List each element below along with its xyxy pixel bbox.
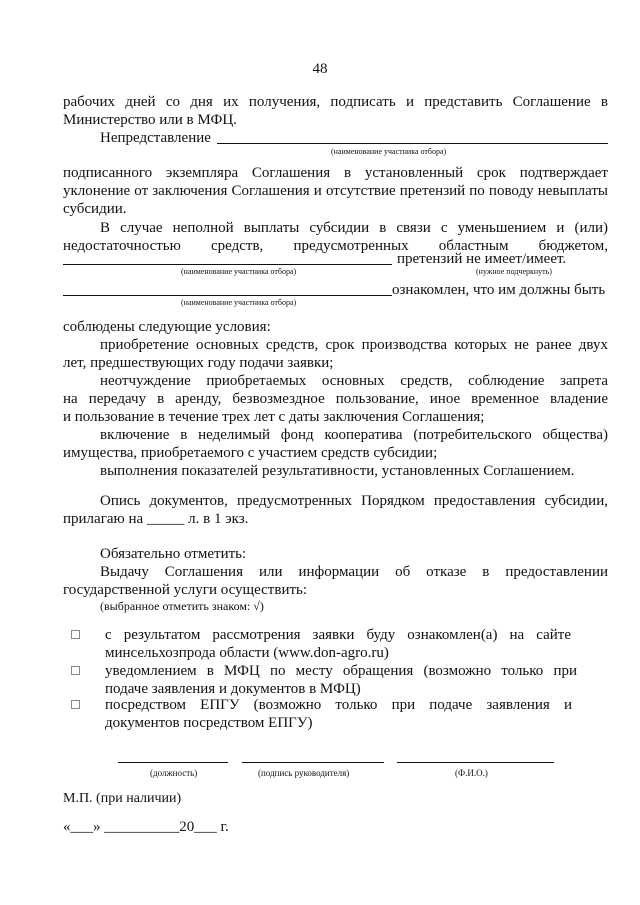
nonsubmit-line1: подписанного экземпляра Соглашения в установленный срок подтверждает	[63, 165, 608, 181]
option-mfc-line1: уведомлением в МФЦ по месту обращения (возможно только при	[105, 663, 577, 679]
nonsubmit-line2: уклонение от заключения Соглашения и отсутствие претензий по поводу невыплаты	[63, 183, 608, 199]
mark-hint: (выбранное отметить знаком: √)	[100, 599, 264, 613]
para1-line2: Министерство или в МФЦ.	[63, 112, 237, 128]
signature-caption: (подпись руководителя)	[258, 768, 350, 778]
option-site-line1: с результатом рассмотрения заявки буду ознакомлен(а) на сайте	[105, 627, 571, 643]
acquainted-text: ознакомлен, что им должны быть	[392, 282, 606, 298]
condition1-line2: лет, предшествующих году подачи заявки;	[63, 355, 334, 371]
participant-caption-3: (наименование участника отбора)	[181, 298, 297, 307]
page-number: 48	[312, 61, 328, 77]
nonsubmit-label: Непредставление	[100, 130, 211, 146]
nonsubmit-line3: субсидии.	[63, 201, 127, 217]
mark-line2: государственной услуги осуществить:	[63, 582, 308, 598]
conditions-intro: соблюдены следующие условия:	[63, 319, 271, 335]
participant-caption-2: (наименование участника отбора)	[181, 267, 297, 276]
signature-line[interactable]	[242, 762, 384, 763]
para1-line1: рабочих дней со дня их получения, подписать и представить Соглашение в	[63, 94, 608, 110]
option-mfc-line2: подаче заявления и документов в МФЦ)	[105, 681, 361, 697]
condition2-line2: на передачу в аренду, безвозмездное пользование, иное временное владение	[63, 391, 608, 407]
full-name-line[interactable]	[397, 762, 554, 763]
full-name-caption: (Ф.И.О.)	[455, 768, 488, 778]
partial-claims-text: претензий не имеет/имеет.	[397, 251, 567, 267]
condition4-line1: выполнения показателей результативности, установленных Соглашением.	[100, 463, 575, 479]
participant-name-line-1[interactable]	[217, 143, 608, 144]
partial-line2: недостаточностью средств, предусмотренных областным бюджетом,	[63, 238, 608, 254]
partial-line1: В случае неполной выплаты субсидии в связи с уменьшением и (или)	[100, 220, 608, 236]
participant-name-line-2[interactable]	[63, 264, 392, 265]
participant-name-line-3[interactable]	[63, 295, 392, 296]
mark-line1: Выдачу Соглашения или информации об отказе в предоставлении	[100, 564, 608, 580]
condition2-line1: неотчуждение приобретаемых основных средств, соблюдение запрета	[100, 373, 608, 389]
condition3-line1: включение в неделимый фонд кооператива (потребительского общества)	[100, 427, 608, 443]
inventory-line2: прилагаю на _____ л. в 1 экз.	[63, 511, 249, 527]
condition3-line2: имущества, приобретаемого с участием средств субсидии;	[63, 445, 438, 461]
option-epgu-line2: документов посредством ЕПГУ)	[105, 715, 313, 731]
option-site-checkbox[interactable]	[71, 630, 80, 639]
participant-caption-1: (наименование участника отбора)	[331, 147, 447, 156]
inventory-line1: Опись документов, предусмотренных Порядком предоставления субсидии,	[100, 493, 608, 509]
position-caption: (должность)	[150, 768, 198, 778]
date-line: «___» __________20___ г.	[63, 819, 229, 835]
position-line[interactable]	[118, 762, 228, 763]
option-epgu-checkbox[interactable]	[71, 700, 80, 709]
stamp-label: М.П. (при наличии)	[63, 791, 182, 806]
option-epgu-line1: посредством ЕПГУ (возможно только при подаче заявления и	[105, 697, 572, 713]
option-site-line2: минсельхозпрода области (www.don-agro.ru)	[105, 645, 389, 661]
condition1-line1: приобретение основных средств, срок производства которых не ранее двух	[100, 337, 608, 353]
mark-title: Обязательно отметить:	[100, 546, 247, 562]
option-mfc-checkbox[interactable]	[71, 666, 80, 675]
condition2-line3: и пользование в течение трех лет с даты заключения Соглашения;	[63, 409, 485, 425]
underline-caption: (нужное подчеркнуть)	[476, 267, 552, 276]
